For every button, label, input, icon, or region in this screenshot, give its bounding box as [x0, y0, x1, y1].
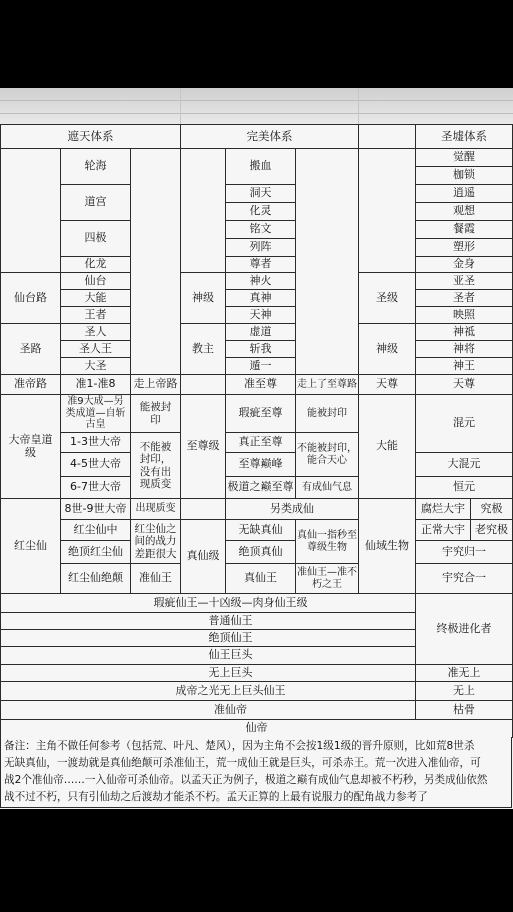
zhetian-level-cell: 王者	[61, 307, 131, 324]
zhetian-level-cell: 大圣	[61, 358, 131, 375]
wanmei-note-cell: 有成仙气息	[296, 477, 359, 499]
zhetian-note-cell: 准仙王	[131, 564, 181, 594]
zhetian-level-cell: 四极	[61, 221, 131, 257]
remark-line: 无缺真仙，一渡劫就是真仙绝颠可杀准仙王，荒一成仙王就是巨头，可杀赤王。荒一次进入准仙帝，可	[4, 757, 481, 769]
immortal-king-tier-cell: 瑕疵仙王—十凶级—肉身仙王级	[1, 594, 416, 613]
rank-comparison-table	[0, 124, 513, 738]
shengxu-level-cell: 觉醒	[416, 149, 513, 167]
zhetian-level-cell: 准1-准8	[61, 375, 131, 395]
shengxu-header: 圣墟体系	[416, 125, 513, 149]
wanmei-level-cell: 尊者	[226, 257, 296, 273]
zhetian-note-cell: 出现质变	[131, 499, 181, 520]
zhetian-realm-cell: 准帝路	[1, 375, 61, 395]
zhetian-level-cell: 轮海	[61, 149, 131, 185]
zhetian-level-cell: 8世-9世大帝	[61, 499, 131, 520]
zhetian-note-cell: 走上帝路	[131, 375, 181, 395]
zhetian-level-cell: 道宫	[61, 185, 131, 221]
faded-grid-line	[0, 113, 513, 114]
shengxu-level-cell: 大混元	[416, 453, 513, 477]
shengxu-realm-cell: 仙域生物	[359, 499, 416, 594]
wanmei-level-cell: 至尊巅峰	[226, 453, 296, 477]
wanmei-level-cell: 虚道	[226, 324, 296, 341]
zhetian-header: 遮天体系	[1, 125, 181, 149]
empty-cell	[181, 375, 226, 395]
remark-line: 备注：主角不做任何参考（包括荒、叶凡、楚风），因为主角不会按1级1级的晋升原则，比如荒8世杀	[4, 740, 475, 752]
wanmei-level-cell: 洞天	[226, 185, 296, 203]
shengxu-level-cell: 天尊	[416, 375, 513, 395]
immortal-emperor-cell: 仙帝	[1, 720, 513, 738]
wanmei-level-cell: 化灵	[226, 203, 296, 221]
shengxu-level-cell: 无上	[416, 682, 513, 701]
shengxu-level-cell: 神将	[416, 341, 513, 358]
faded-grid-line	[358, 88, 359, 124]
shengxu-level-cell: 塑形	[416, 239, 513, 257]
zhetian-realm-cell: 红尘仙	[1, 499, 61, 594]
wanmei-note-cell: 走上了至尊路	[296, 375, 359, 395]
empty-cell	[1, 149, 61, 273]
shengxu-level-cell: 枷锁	[416, 167, 513, 185]
zhetian-realm-cell: 圣路	[1, 324, 61, 375]
shengxu-level-cell: 准无上	[416, 665, 513, 682]
zhetian-level-cell: 红尘仙中	[61, 520, 131, 541]
shengxu-level-cell: 正常大宇	[416, 520, 471, 541]
wanmei-level-cell: 遁一	[226, 358, 296, 375]
empty-cell	[359, 125, 416, 149]
shengxu-level-cell: 映照	[416, 307, 513, 324]
wanmei-note-cell: 另类成仙	[226, 499, 359, 520]
empty-cell	[181, 149, 226, 273]
wanmei-level-cell: 真正至尊	[226, 433, 296, 453]
remark-line: 战不过不朽，只有引仙劫之后渡劫才能杀不朽。孟天正算的上最有说服力的配角战力参考了	[4, 791, 428, 803]
wanmei-level-cell: 无缺真仙	[226, 520, 296, 541]
immortal-king-tier-cell: 普通仙王	[1, 613, 416, 630]
shengxu-level-cell: 枯骨	[416, 701, 513, 720]
wanmei-note-cell: 真仙一指秒至尊级生物	[296, 520, 359, 564]
shengxu-level-cell: 金身	[416, 257, 513, 273]
empty-cell	[181, 499, 226, 520]
wanmei-realm-cell: 神级	[181, 273, 226, 324]
empty-cell	[359, 149, 416, 273]
wanmei-note-cell: 准仙王—准不朽之王	[296, 564, 359, 594]
zhetian-level-cell: 圣人王	[61, 341, 131, 358]
shengxu-realm-cell: 圣级	[359, 273, 416, 324]
shengxu-level-cell: 亚圣	[416, 273, 513, 290]
wanmei-level-cell: 瑕疵至尊	[226, 395, 296, 433]
shengxu-level-cell: 神祗	[416, 324, 513, 341]
shengxu-level-cell: 神王	[416, 358, 513, 375]
wanmei-level-cell: 准至尊	[226, 375, 296, 395]
wanmei-level-cell: 神火	[226, 273, 296, 290]
zhetian-note-cell: 红尘仙之间的战力差距很大	[131, 520, 181, 564]
immortal-king-tier-cell: 准仙帝	[1, 701, 416, 720]
wanmei-realm-cell: 真仙级	[181, 520, 226, 594]
wanmei-level-cell: 天神	[226, 307, 296, 324]
zhetian-level-cell: 红尘仙绝颠	[61, 564, 131, 594]
wanmei-level-cell: 搬血	[226, 149, 296, 185]
wanmei-level-cell: 真仙王	[226, 564, 296, 594]
wanmei-level-cell: 铭文	[226, 221, 296, 239]
immortal-king-tier-cell: 无上巨头	[1, 665, 416, 682]
wanmei-realm-cell: 至尊级	[181, 395, 226, 499]
immortal-king-tier-cell: 仙王巨头	[1, 647, 416, 665]
wanmei-level-cell: 列阵	[226, 239, 296, 257]
wanmei-realm-cell: 教主	[181, 324, 226, 375]
wanmei-note-cell: 能被封印	[296, 395, 359, 433]
zhetian-realm-cell: 大帝皇道级	[1, 395, 61, 499]
zhetian-level-cell: 准9大成—另类成道—自斩古皇	[61, 395, 131, 433]
shengxu-level-cell: 圣者	[416, 290, 513, 307]
wanmei-level-cell: 斩我	[226, 341, 296, 358]
shengxu-level-cell: 观想	[416, 203, 513, 221]
shengxu-level-cell: 混元	[416, 395, 513, 453]
zhetian-level-cell: 仙台	[61, 273, 131, 290]
shengxu-level-cell: 餐霞	[416, 221, 513, 239]
shengxu-realm-cell: 天尊	[359, 375, 416, 395]
shengxu-level-cell: 腐烂大宇	[416, 499, 471, 520]
wanmei-level-cell: 极道之巅至尊	[226, 477, 296, 499]
empty-cell	[131, 149, 181, 375]
faded-top-strip	[0, 88, 513, 124]
wanmei-level-cell: 真神	[226, 290, 296, 307]
wanmei-level-cell: 绝顶真仙	[226, 541, 296, 564]
shengxu-level-cell: 逍遥	[416, 185, 513, 203]
shengxu-level-cell: 宇究归一	[416, 541, 513, 564]
zhetian-level-cell: 绝顶红尘仙	[61, 541, 131, 564]
zhetian-level-cell: 圣人	[61, 324, 131, 341]
shengxu-level-cell: 终极进化者	[416, 594, 513, 665]
zhetian-realm-cell: 仙台路	[1, 273, 61, 324]
immortal-king-tier-cell: 成帝之光无上巨头仙王	[1, 682, 416, 701]
shengxu-level-cell: 老究极	[471, 520, 513, 541]
zhetian-note-cell: 能被封印	[131, 395, 181, 433]
shengxu-level-cell: 究极	[471, 499, 513, 520]
zhetian-level-cell: 大能	[61, 290, 131, 307]
immortal-king-tier-cell: 绝顶仙王	[1, 630, 416, 647]
empty-cell	[296, 149, 359, 375]
shengxu-realm-cell: 神级	[359, 324, 416, 375]
faded-grid-line	[0, 100, 513, 101]
shengxu-realm-cell: 大能	[359, 395, 416, 499]
zhetian-level-cell: 化龙	[61, 257, 131, 273]
zhetian-level-cell: 6-7世大帝	[61, 477, 131, 499]
zhetian-level-cell: 4-5世大帝	[61, 453, 131, 477]
remark-line: 战2个准仙帝……一入仙帝可杀仙帝。以孟天正为例子，极道之巅有成仙气息却被不朽秒，另类成仙依然	[4, 774, 488, 786]
remark-note	[0, 737, 512, 808]
zhetian-level-cell: 1-3世大帝	[61, 433, 131, 453]
faded-grid-line	[180, 88, 181, 124]
wanmei-header: 完美体系	[181, 125, 359, 149]
wanmei-note-cell: 不能被封印，能合天心	[296, 433, 359, 477]
zhetian-note-cell: 不能被封印，没有出现质变	[131, 433, 181, 499]
shengxu-level-cell: 恒元	[416, 477, 513, 499]
shengxu-level-cell: 宇究合一	[416, 564, 513, 594]
